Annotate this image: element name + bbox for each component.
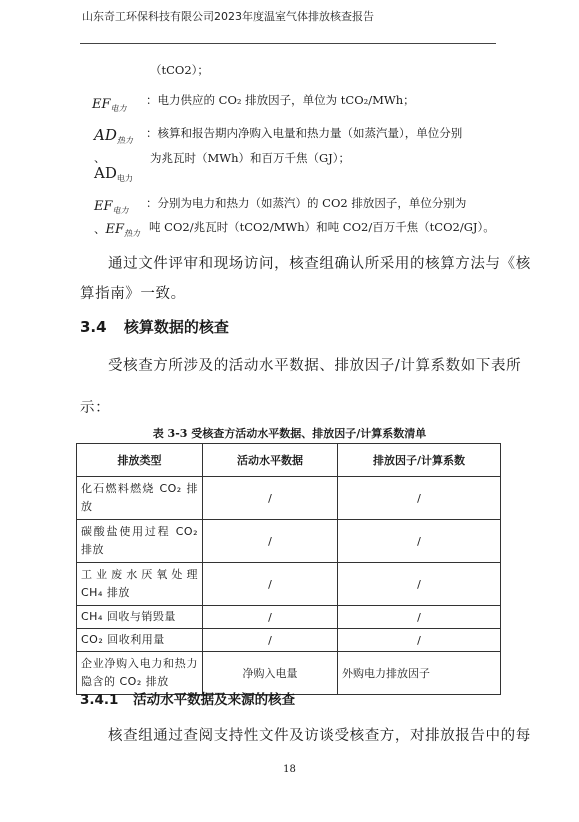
ef-elec-symbol: $EF_{电力}$: [92, 97, 127, 113]
row-type: 工业废水厌氧处理 CH₄ 排放: [77, 563, 203, 606]
row-activity: /: [203, 563, 338, 606]
table-header-row: [77, 444, 501, 477]
ad-heat-symbol: $AD_{热力}$: [94, 126, 133, 145]
paragraph-1-line-1: 通过文件评审和现场访问，核查组确认所采用的核算方法与《核: [108, 256, 531, 272]
row-factor: /: [338, 606, 501, 629]
row-activity: 净购入电量: [203, 652, 338, 695]
row-activity: /: [203, 477, 338, 520]
subsection-title: 活动水平数据及来源的核查: [133, 692, 296, 708]
row-activity: /: [203, 520, 338, 563]
row-type: 化石燃料燃烧 CO₂ 排放: [77, 477, 203, 520]
row-type: 企业净购入电力和热力隐含的 CO₂ 排放: [77, 652, 203, 695]
ef-both-line2: 吨 CO2/兆瓦时（tCO2/MWh）和吨 CO2/百万千焦（tCO2/GJ）。: [149, 220, 495, 234]
header-activity-data: 活动水平数据: [203, 444, 338, 477]
ef-elec-text: ：电力供应的 CO₂ 排放因子，单位为 tCO₂/MWh；: [146, 93, 415, 107]
paragraph-2-line-1: 受核查方所涉及的活动水平数据、排放因子/计算系数如下表所: [108, 358, 522, 374]
unit-line: （tCO2）；: [150, 63, 209, 77]
paragraph-1-line-2: 算指南》一致。: [80, 286, 186, 302]
section-title: 核算数据的核查: [123, 318, 229, 336]
ad-comma: 、: [94, 151, 106, 165]
table-row: [77, 606, 501, 629]
ef-both-symbol: $EF_{电力}$: [94, 199, 129, 215]
data-table: [76, 443, 501, 695]
row-type: CO₂ 回收利用量: [77, 629, 203, 652]
row-factor: 外购电力排放因子: [338, 652, 501, 695]
table-row: [77, 629, 501, 652]
page-number: 18: [283, 764, 296, 775]
section-number: 3.4: [80, 318, 107, 336]
row-activity: /: [203, 606, 338, 629]
row-activity: /: [203, 629, 338, 652]
page-header-title: 山东奇工环保科技有限公司2023年度温室气体排放核查报告: [82, 10, 374, 23]
subsection-number: 3.4.1: [80, 692, 119, 708]
table-row: [77, 520, 501, 563]
header-emission-factor: 排放因子/计算系数: [338, 444, 501, 477]
ef-both-line1: ：分别为电力和热力（如蒸汽）的 CO2 排放因子，单位分别为: [146, 196, 467, 210]
row-type: CH₄ 回收与销毁量: [77, 606, 203, 629]
subsection-heading: [80, 688, 295, 708]
section-heading: [80, 316, 229, 337]
row-factor: /: [338, 563, 501, 606]
row-factor: /: [338, 477, 501, 520]
ad-heat-line2: 为兆瓦时（MWh）和百万千焦（GJ）；: [150, 151, 351, 165]
ad-elec-symbol: $AD_{电力}$: [94, 164, 133, 183]
header-emission-type: 排放类型: [77, 444, 203, 477]
row-type: 碳酸盐使用过程 CO₂ 排放: [77, 520, 203, 563]
table-row: [77, 563, 501, 606]
table-caption: 表 3-3 受核查方活动水平数据、排放因子/计算系数清单: [152, 427, 427, 440]
paragraph-3-line-1: 核查组通过查阅支持性文件及访谈受核查方，对排放报告中的每: [108, 728, 531, 744]
row-factor: /: [338, 520, 501, 563]
table-row: [77, 477, 501, 520]
ef-heat-symbol: 、$EF_{热力}$: [94, 222, 141, 238]
paragraph-2-line-2: 示：: [80, 400, 111, 416]
row-factor: /: [338, 629, 501, 652]
header-divider: [80, 43, 496, 44]
ad-heat-line1: ：核算和报告期内净购入电量和热力量（如蒸汽量），单位分别: [146, 126, 463, 140]
